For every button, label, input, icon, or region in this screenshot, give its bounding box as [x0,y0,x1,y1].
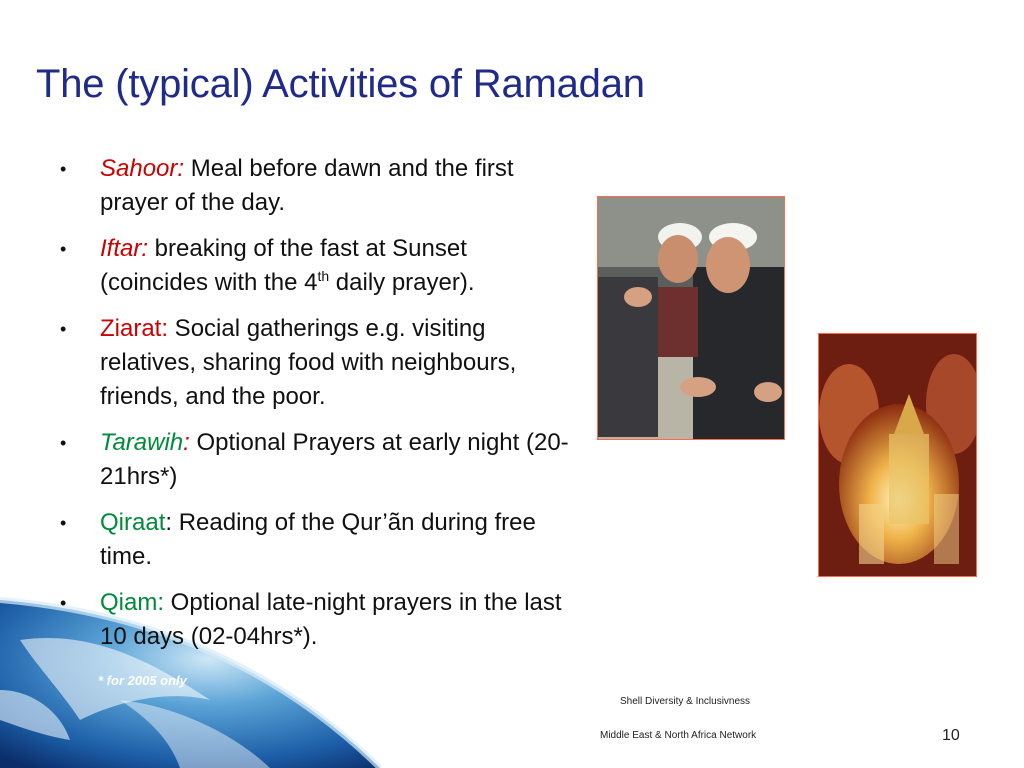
list-item: • Iftar: breaking of the fast at Sunset (coincides with the 4th daily prayer). [60,232,570,300]
activities-list [60,152,570,666]
bullet-icon: • [60,433,67,453]
footnote: * for 2005 only [98,673,187,688]
item-text: Optional late-night prayers in the last 10 days (02-04hrs*). [100,589,562,650]
item-text: Optional Prayers at early night (20-21hrs*) [100,429,569,490]
bullet-icon: • [60,513,67,533]
term-qiam: Qiam: [100,589,165,616]
term-tarawih: Tarawih [100,429,184,456]
term-iftar: Iftar [100,235,142,262]
item-text: breaking of the fast at Sunset (coincides with the 4 [100,235,467,296]
item-text: Meal before dawn and the first prayer of the day. [100,155,514,216]
ramadan-lanterns-photo [818,333,977,577]
footer-network: Middle East & North Africa Network [600,730,757,741]
footer-organization: Shell Diversity & Inclusivness [620,696,751,707]
slide-title: The (typical) Activities of Ramadan [36,62,645,106]
list-item [60,586,570,654]
bullet-icon: • [60,239,67,259]
item-text: Social gatherings e.g. visiting relatives, sharing food with neighbours, friends, and the poor. [100,315,517,410]
item-text: Reading of the Qur’ãn during free time. [100,509,536,570]
bullet-icon: • [60,159,67,179]
page-number: 10 [942,727,960,744]
praying-men-photo [597,196,785,440]
list-item: • Tarawih: Optional Prayers at early night (20-21hrs*) [60,426,570,494]
list-item: • Qiraat: Reading of the Qur’ãn during free time. [60,506,570,574]
term-qiraat: Qiraat [100,509,166,536]
term-ziarat: Ziarat: [100,315,169,342]
bullet-icon: • [60,319,67,339]
bullet-icon: • [60,593,67,613]
list-item [60,312,570,414]
term-sahoor: Sahoor [100,155,178,182]
list-item: • Sahoor: Meal before dawn and the first prayer of the day. [60,152,570,220]
